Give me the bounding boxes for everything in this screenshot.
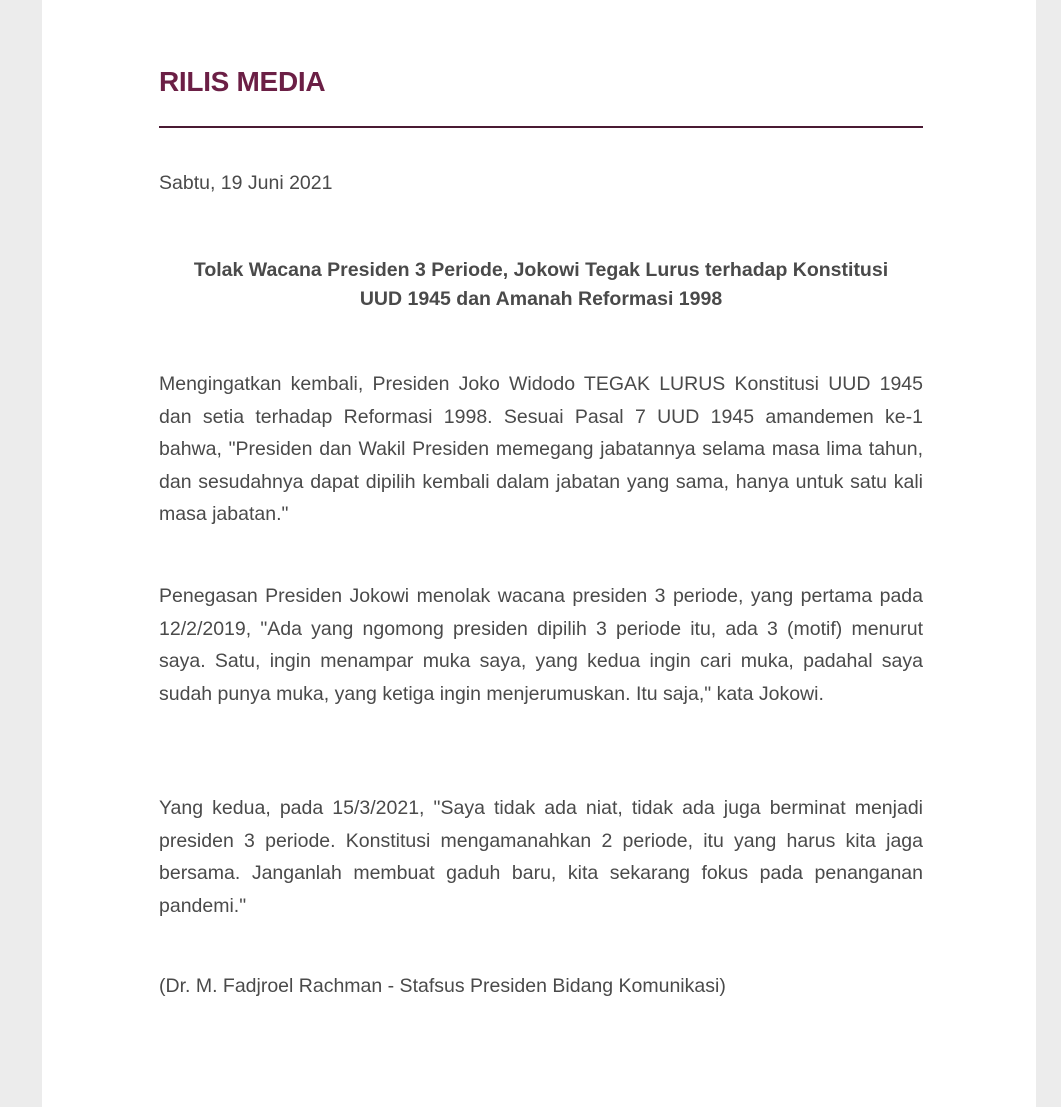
paragraph-1: Mengingatkan kembali, Presiden Joko Widodo TEGAK LURUS Konstitusi UUD 1945 dan setia terhadap Reformasi 1998. Sesuai Pasal 7 UUD 1945 amandemen ke-1 bahwa, "Presiden dan Wakil Presiden memegang jabatannya selama masa lima tahun, dan sesudahnya dapat dipilih kembali dalam jabatan yang sama, hanya untuk satu kali masa jabatan." [159,373,923,525]
headline-line-2: UUD 1945 dan Amanah Reformasi 1998 [359,288,723,310]
headline-line-1: Tolak Wacana Presiden 3 Periode, Jokowi Tegak Lurus terhadap Konstitusi [193,259,889,281]
signature: (Dr. M. Fadjroel Rachman - Stafsus Presiden Bidang Komunikasi) [159,975,726,997]
release-date: Sabtu, 19 Juni 2021 [159,172,333,194]
title-divider [159,126,923,128]
document-title: RILIS MEDIA [159,66,326,97]
headline [159,256,923,314]
document-page [42,0,1036,1107]
paragraph-3: Yang kedua, pada 15/3/2021, "Saya tidak ada niat, tidak ada juga berminat menjadi presiden 3 periode. Konstitusi mengamanahkan 2 periode, itu yang harus kita jaga bersama. Janganlah membuat gaduh baru, kita sekarang fokus pada penanganan pandemi." [159,797,923,917]
paragraph-2: Penegasan Presiden Jokowi menolak wacana presiden 3 periode, yang pertama pada 12/2/2019, "Ada yang ngomong presiden dipilih 3 periode itu, ada 3 (motif) menurut saya. Satu, ingin menampar muka saya, yang kedua ingin cari muka, padahal saya sudah punya muka, yang ketiga ingin menjerumuskan. Itu saja," kata Jokowi. [159,585,923,705]
